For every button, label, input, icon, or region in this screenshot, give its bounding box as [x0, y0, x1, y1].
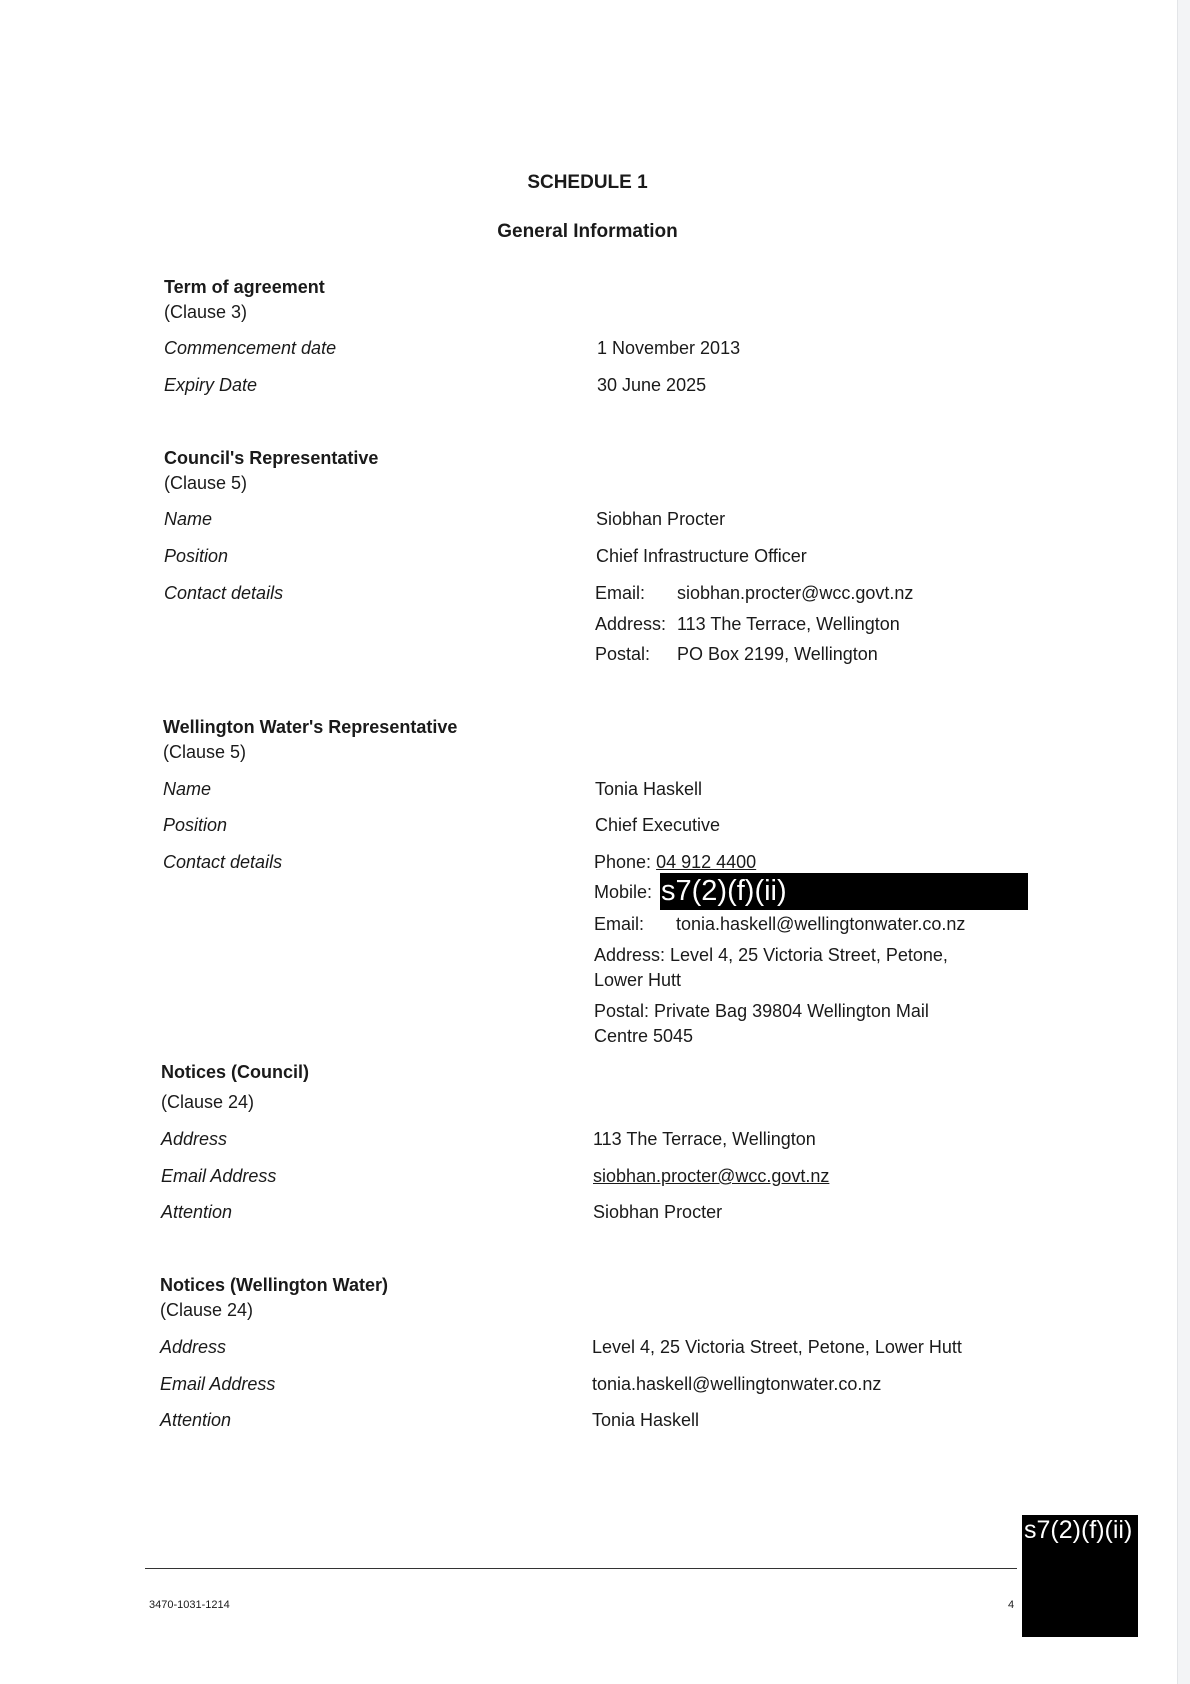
ww-rep-position-label: Position: [163, 815, 228, 835]
notices-ww-email-value: tonia.haskell@wellingtonwater.co.nz: [592, 1374, 882, 1394]
notices-ww-address-value: Level 4, 25 Victoria Street, Petone, Lower Hutt: [592, 1337, 962, 1357]
notices-council-address-value: 113 The Terrace, Wellington: [593, 1129, 816, 1149]
council-rep-contact-label: Contact details: [164, 583, 284, 603]
ww-rep-address-line1: Address: Level 4, 25 Victoria Street, Petone,: [594, 945, 948, 965]
commencement-date-value: 1 November 2013: [597, 338, 741, 358]
footer-rule: [145, 1568, 1017, 1569]
council-rep-name-value: Siobhan Procter: [596, 509, 726, 529]
ww-rep-email-line: [594, 914, 965, 935]
ww-rep-name-value: Tonia Haskell: [595, 779, 703, 799]
expiry-date-label: Expiry Date: [164, 375, 258, 395]
ww-rep-position-value: Chief Executive: [595, 815, 721, 835]
ww-rep-postal-line1: Postal: Private Bag 39804 Wellington Mail: [594, 1001, 929, 1021]
page-edge-shadow: [1177, 0, 1190, 1684]
schedule-title: SCHEDULE 1: [527, 172, 648, 193]
council-rep-address-value: 113 The Terrace, Wellington: [677, 614, 900, 634]
notices-ww-email-label: Email Address: [160, 1374, 276, 1394]
council-rep-name-label: Name: [164, 509, 213, 529]
ww-rep-heading: Wellington Water's Representative: [163, 717, 458, 737]
council-rep-postal-line: [595, 644, 878, 665]
notices-council-email-link[interactable]: siobhan.procter@wcc.govt.nz: [593, 1166, 830, 1186]
notices-ww-attention-label: Attention: [160, 1410, 232, 1430]
notices-ww-clause: (Clause 24): [160, 1300, 254, 1320]
term-heading: Term of agreement: [164, 277, 325, 297]
council-rep-position-label: Position: [164, 546, 229, 566]
ww-rep-mobile-key: Mobile:: [594, 882, 653, 902]
postal-key: Postal:: [595, 644, 651, 664]
notices-ww-heading: Notices (Wellington Water): [160, 1275, 389, 1295]
term-clause: (Clause 3): [164, 302, 248, 322]
email-key: Email:: [595, 583, 646, 603]
schedule-subtitle: General Information: [497, 221, 678, 242]
ww-rep-clause: (Clause 5): [163, 742, 247, 762]
council-rep-email-value: siobhan.procter@wcc.govt.nz: [677, 583, 914, 603]
mobile-redaction-box: s7(2)(f)(ii): [660, 873, 1028, 910]
notices-council-address-label: Address: [161, 1129, 228, 1149]
footer-page-number: 4: [1008, 1599, 1015, 1611]
notices-council-heading: Notices (Council): [161, 1062, 310, 1082]
notices-council-clause: (Clause 24): [161, 1092, 255, 1112]
ww-rep-name-label: Name: [163, 779, 212, 799]
council-rep-clause: (Clause 5): [164, 473, 248, 493]
email-key: Email:: [594, 914, 645, 934]
phone-key: Phone:: [594, 852, 652, 872]
notices-ww-attention-value: Tonia Haskell: [592, 1410, 700, 1430]
council-rep-address-line: [595, 614, 900, 635]
ww-rep-postal-line2: Centre 5045: [594, 1026, 694, 1046]
notices-council-attention-value: Siobhan Procter: [593, 1202, 723, 1222]
council-rep-heading: Council's Representative: [164, 448, 379, 468]
council-rep-email-line: [595, 583, 913, 604]
ww-rep-contact-label: Contact details: [163, 852, 283, 872]
address-key: Address:: [595, 614, 667, 634]
footer-doc-ref: 3470-1031-1214: [149, 1599, 230, 1611]
council-rep-postal-value: PO Box 2199, Wellington: [677, 644, 878, 664]
expiry-date-value: 30 June 2025: [597, 375, 707, 395]
ww-rep-phone-value: 04 912 4400: [656, 852, 757, 872]
commencement-date-label: Commencement date: [164, 338, 337, 358]
corner-redaction-box: s7(2)(f)(ii): [1022, 1515, 1138, 1637]
notices-ww-address-label: Address: [160, 1337, 227, 1357]
notices-council-email-label: Email Address: [161, 1166, 277, 1186]
ww-rep-address-line2: Lower Hutt: [594, 970, 682, 990]
notices-council-attention-label: Attention: [161, 1202, 233, 1222]
ww-rep-email-value: tonia.haskell@wellingtonwater.co.nz: [676, 914, 966, 934]
ww-rep-phone-line: [594, 852, 756, 873]
council-rep-position-value: Chief Infrastructure Officer: [596, 546, 807, 566]
